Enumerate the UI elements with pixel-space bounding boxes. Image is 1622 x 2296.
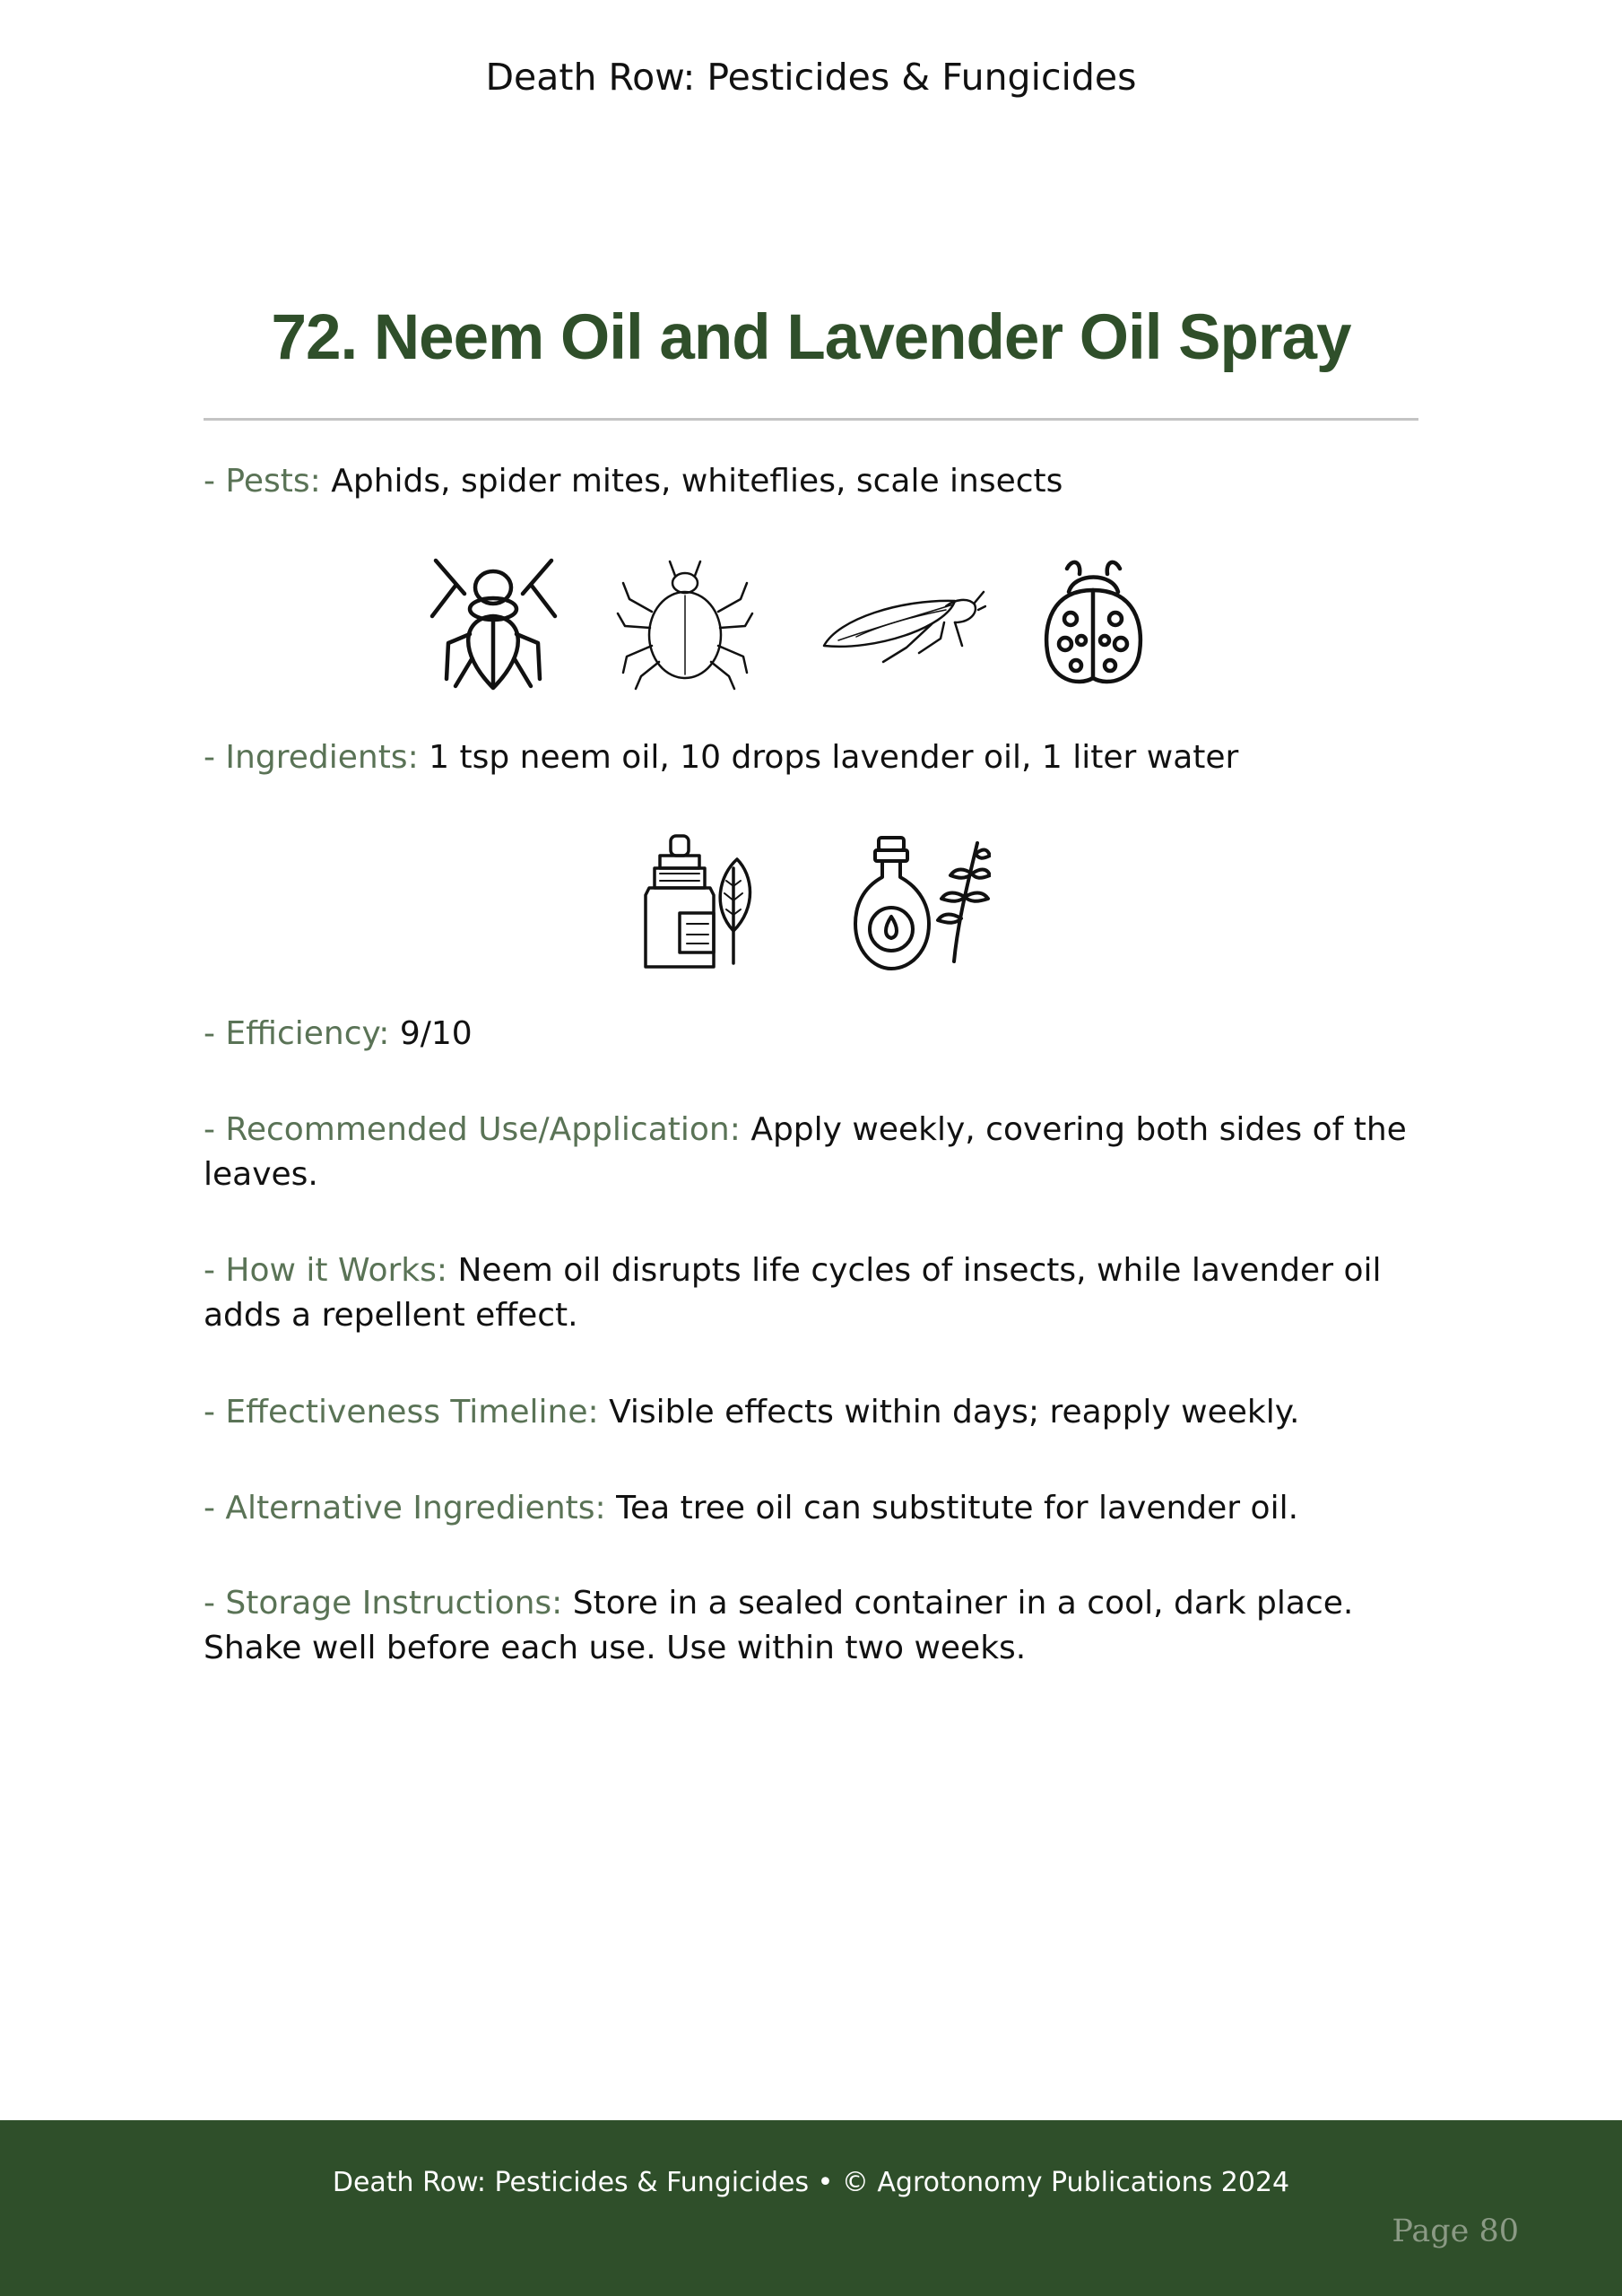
efficiency-value: 9/10 [399, 1015, 473, 1052]
how-it-works-field [204, 1248, 1423, 1338]
alternatives-field [204, 1486, 1423, 1531]
page-title: 72. Neem Oil and Lavender Oil Spray [271, 302, 1351, 373]
running-header: Death Row: Pesticides & Fungicides [485, 56, 1137, 99]
lavender-oil-bottle-icon [852, 834, 991, 973]
title-divider [204, 418, 1418, 421]
efficiency-label: - Efficiency: [204, 1015, 390, 1052]
footer-bar [0, 2120, 1622, 2296]
ingredients-value: 1 tsp neem oil, 10 drops lavender oil, 1 liter water [429, 739, 1239, 776]
neem-oil-dropper-icon [637, 832, 758, 974]
ingredients-label: - Ingredients: [204, 739, 419, 776]
scale-insect-icon [1042, 554, 1145, 691]
storage-field [204, 1581, 1423, 1671]
page-number: Page 80 [1392, 2213, 1519, 2249]
pests-label: - Pests: [204, 463, 321, 500]
how-it-works-value: Neem oil disrupts life cycles of insects, while lavender oil adds a repellent effect. [204, 1252, 1382, 1334]
timeline-label: - Effectiveness Timeline: [204, 1394, 599, 1431]
alternatives-value: Tea tree oil can substitute for lavender oil. [616, 1490, 1299, 1526]
pests-value: Aphids, spider mites, whiteflies, scale insects [331, 463, 1063, 500]
spider-mite-icon [616, 556, 755, 691]
storage-value: Store in a sealed container in a cool, dark place. Shake well before each use. Use within two weeks. [204, 1585, 1354, 1666]
pests-field [204, 459, 1423, 504]
aphid-icon [429, 553, 559, 692]
storage-label: - Storage Instructions: [204, 1585, 563, 1622]
recommended-use-field [204, 1108, 1423, 1197]
alternatives-label: - Alternative Ingredients: [204, 1490, 606, 1526]
efficiency-field [204, 1012, 1423, 1057]
recommended-use-label: - Recommended Use/Application: [204, 1111, 741, 1148]
timeline-field [204, 1390, 1423, 1435]
whitefly-icon [820, 583, 986, 664]
recommended-use-value: Apply weekly, covering both sides of the leaves. [204, 1111, 1407, 1193]
how-it-works-label: - How it Works: [204, 1252, 448, 1289]
ingredients-field [204, 735, 1423, 780]
timeline-value: Visible effects within days; reapply weekly. [609, 1394, 1300, 1431]
footer-text: Death Row: Pesticides & Fungicides • © Agrotonomy Publications 2024 [332, 2167, 1290, 2198]
